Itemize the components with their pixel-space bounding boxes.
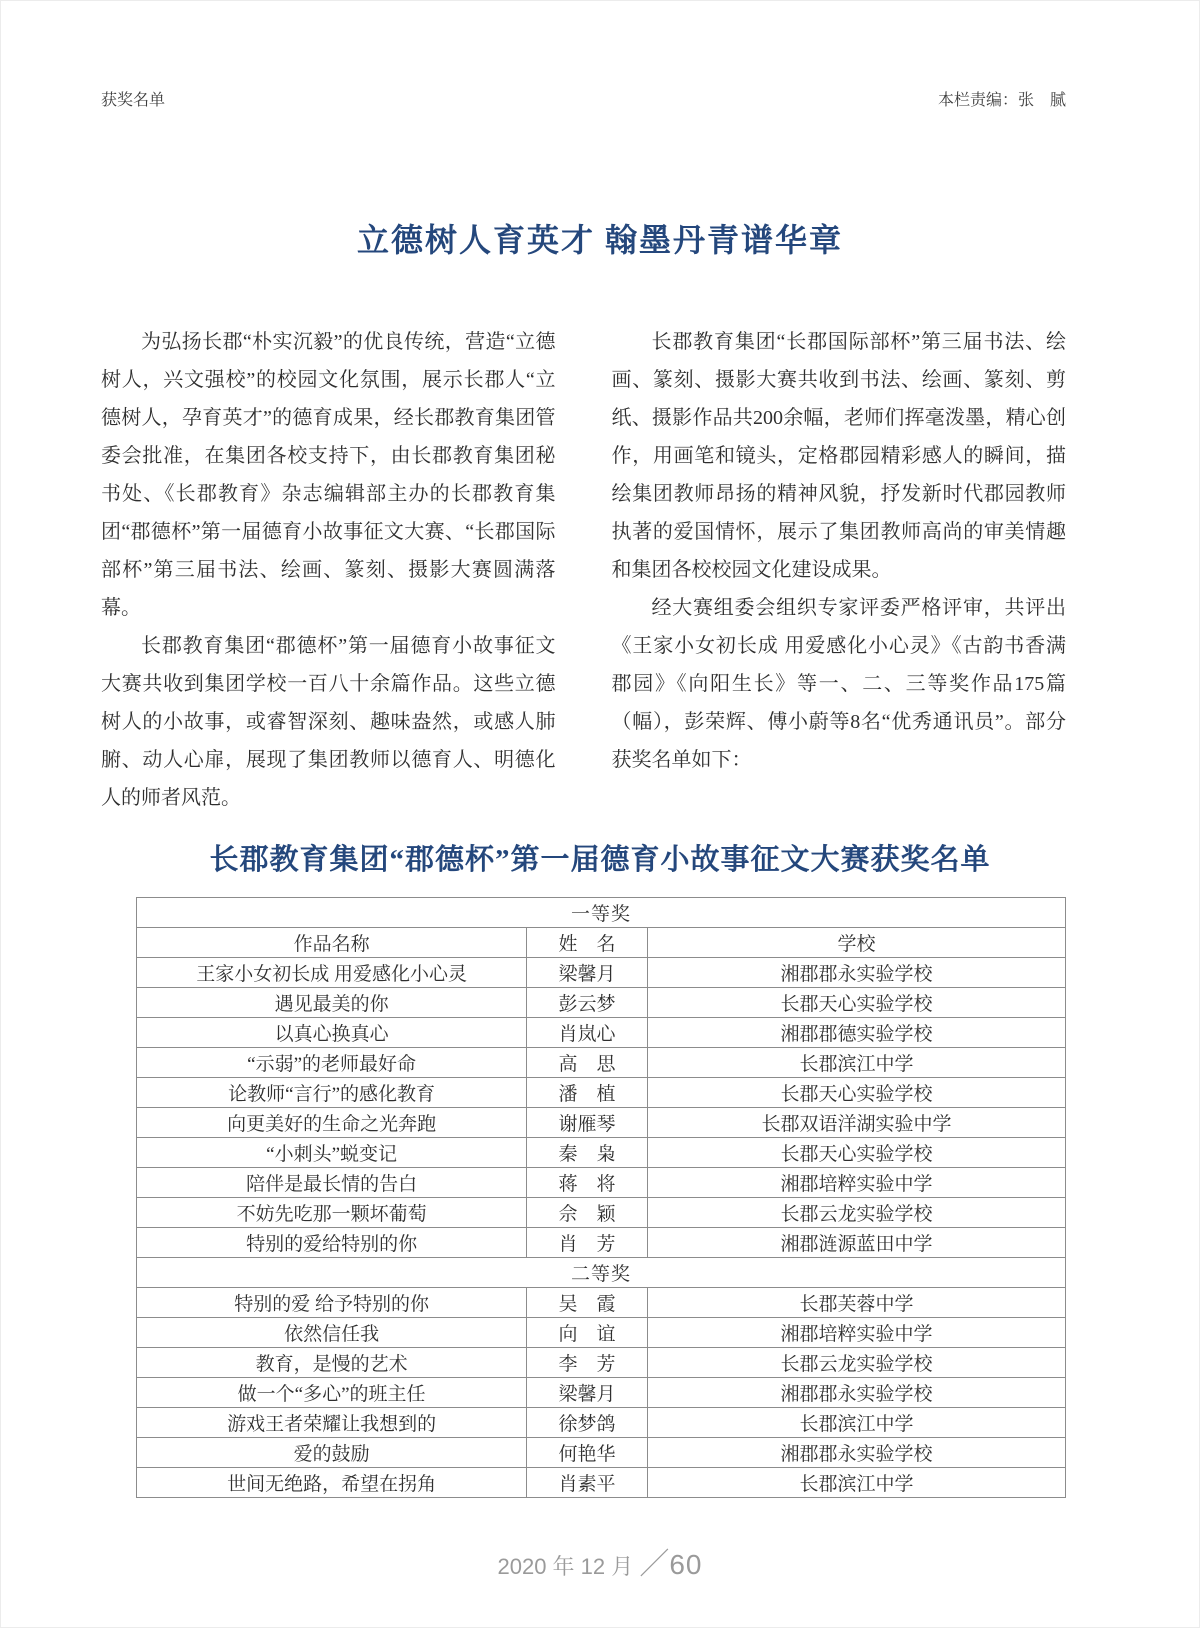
prize-section-label: 二等奖 <box>137 1258 1066 1288</box>
award-row <box>137 1168 1066 1198</box>
winner-name: 何艳华 <box>527 1438 648 1468</box>
work-title: 向更美好的生命之光奔跑 <box>137 1108 527 1138</box>
award-row <box>137 1048 1066 1078</box>
work-title: 特别的爱 给予特别的你 <box>137 1288 527 1318</box>
work-title: “示弱”的老师最好命 <box>137 1048 527 1078</box>
work-title: 世间无绝路，希望在拐角 <box>137 1468 527 1498</box>
work-title: 爱的鼓励 <box>137 1438 527 1468</box>
award-row <box>137 1198 1066 1228</box>
school-name: 湘郡郡德实验学校 <box>647 1018 1065 1048</box>
award-row <box>137 1468 1066 1498</box>
school-name: 长郡天心实验学校 <box>647 1138 1065 1168</box>
winner-name: 梁馨月 <box>527 958 648 988</box>
editor-credit: 本栏责编：张 腻 <box>937 92 1066 109</box>
school-name: 湘郡郡永实验学校 <box>647 1438 1065 1468</box>
work-title: 特别的爱给特别的你 <box>137 1228 527 1258</box>
school-name: 长郡双语洋湖实验中学 <box>647 1108 1065 1138</box>
winner-name: 梁馨月 <box>527 1378 648 1408</box>
school-name: 湘郡郡永实验学校 <box>647 1378 1065 1408</box>
school-name: 湘郡培粹实验中学 <box>647 1168 1065 1198</box>
school-name: 长郡滨江中学 <box>647 1408 1065 1438</box>
award-row <box>137 1108 1066 1138</box>
school-name: 长郡芙蓉中学 <box>647 1288 1065 1318</box>
school-name: 湘郡郡永实验学校 <box>647 958 1065 988</box>
prize-section-row <box>137 898 1066 928</box>
award-row <box>137 1438 1066 1468</box>
school-name: 湘郡培粹实验中学 <box>647 1318 1065 1348</box>
award-row <box>137 1348 1066 1378</box>
work-title: 做一个“多心”的班主任 <box>137 1378 527 1408</box>
work-title: 遇见最美的你 <box>137 988 527 1018</box>
page-footer <box>1 1539 1199 1583</box>
school-name: 长郡滨江中学 <box>647 1468 1065 1498</box>
winner-name: 蒋 将 <box>527 1168 648 1198</box>
footer-separator: ／ <box>639 1548 670 1581</box>
work-title: 以真心换真心 <box>137 1018 527 1048</box>
winner-name: 高 思 <box>527 1048 648 1078</box>
school-name: 长郡天心实验学校 <box>647 988 1065 1018</box>
page-header <box>101 87 1066 110</box>
footer-date: 2020 年 12 月 <box>497 1554 634 1579</box>
award-row <box>137 1018 1066 1048</box>
award-row <box>137 988 1066 1018</box>
winner-name: 肖岚心 <box>527 1018 648 1048</box>
award-row <box>137 958 1066 988</box>
paragraph: 长郡教育集团“长郡国际部杯”第三届书法、绘画、篆刻、摄影大赛共收到书法、绘画、篆刻、剪纸、摄影作品共200余幅，老师们挥毫泼墨，精心创作，用画笔和镜头，定格郡园精彩感人的瞬间，描绘集团教师昂扬的精神风貌，抒发新时代郡园教师执著的爱国情怀，展示了集团教师高尚的审美情趣和集团各校校园文化建设成果。 <box>611 331 1066 581</box>
award-row <box>137 1288 1066 1318</box>
work-title: 游戏王者荣耀让我想到的 <box>137 1408 527 1438</box>
award-row <box>137 1408 1066 1438</box>
column-name: 获奖名单 <box>101 92 166 109</box>
footer-page-number: 60 <box>669 1549 703 1580</box>
article-title: 立德树人育英才 翰墨丹青谱华章 <box>356 222 843 258</box>
award-row <box>137 1378 1066 1408</box>
award-row <box>137 1078 1066 1108</box>
winner-name: 向 谊 <box>527 1318 648 1348</box>
awards-table <box>136 897 1066 1498</box>
paragraph: 经大赛组委会组织专家评委严格评审，共评出《王家小女初长成 用爱感化小心灵》《古韵书香满郡园》《向阳生长》等一、二、三等奖作品175篇（幅），彭荣辉、傅小蔚等8名“优秀通讯员”。部分获奖名单如下： <box>611 597 1066 771</box>
work-title: “小刺头”蜕变记 <box>137 1138 527 1168</box>
work-title: 论教师“言行”的感化教育 <box>137 1078 527 1108</box>
winner-name: 李 芳 <box>527 1348 648 1378</box>
school-name: 湘郡涟源蓝田中学 <box>647 1228 1065 1258</box>
school-name: 长郡云龙实验学校 <box>647 1348 1065 1378</box>
award-row <box>137 1318 1066 1348</box>
prize-section-row <box>137 1258 1066 1288</box>
paragraph: 为弘扬长郡“朴实沉毅”的优良传统，营造“立德树人，兴文强校”的校园文化氛围，展示长郡人“立德树人，孕育英才”的德育成果，经长郡教育集团管委会批准，在集团各校支持下，由长郡教育集团秘书处、《长郡教育》杂志编辑部主办的长郡教育集团“郡德杯”第一届德育小故事征文大赛、“长郡国际部杯”第三届书法、绘画、篆刻、摄影大赛圆满落幕。 <box>101 331 556 619</box>
awards-table-title: 长郡教育集团“郡德杯”第一届德育小故事征文大赛获奖名单 <box>209 844 991 876</box>
winner-name: 佘 颖 <box>527 1198 648 1228</box>
winner-name: 肖素平 <box>527 1468 648 1498</box>
winner-name: 潘 植 <box>527 1078 648 1108</box>
winner-name: 肖 芳 <box>527 1228 648 1258</box>
winner-name: 吴 霞 <box>527 1288 648 1318</box>
prize-section-label: 一等奖 <box>137 898 1066 928</box>
winner-name: 秦 枭 <box>527 1138 648 1168</box>
school-name: 长郡滨江中学 <box>647 1048 1065 1078</box>
winner-name: 谢雁琴 <box>527 1108 648 1138</box>
column-header: 姓 名 <box>527 928 648 958</box>
column-header: 学校 <box>647 928 1065 958</box>
school-name: 长郡天心实验学校 <box>647 1078 1065 1108</box>
work-title: 依然信任我 <box>137 1318 527 1348</box>
work-title: 不妨先吃那一颗坏葡萄 <box>137 1198 527 1228</box>
article-column-left <box>101 323 556 817</box>
article-body <box>101 323 1066 817</box>
winner-name: 徐梦鸽 <box>527 1408 648 1438</box>
table-header-row <box>137 928 1066 958</box>
work-title: 陪伴是最长情的告白 <box>137 1168 527 1198</box>
column-header: 作品名称 <box>137 928 527 958</box>
award-row <box>137 1138 1066 1168</box>
article-column-right <box>612 323 1067 817</box>
winner-name: 彭云梦 <box>527 988 648 1018</box>
work-title: 教育，是慢的艺术 <box>137 1348 527 1378</box>
paragraph: 长郡教育集团“郡德杯”第一届德育小故事征文大赛共收到集团学校一百八十余篇作品。这些立德树人的小故事，或睿智深刻、趣味盎然，或感人肺腑、动人心扉，展现了集团教师以德育人、明德化人的师者风范。 <box>101 635 556 809</box>
work-title: 王家小女初长成 用爱感化小心灵 <box>137 958 527 988</box>
school-name: 长郡云龙实验学校 <box>647 1198 1065 1228</box>
award-row <box>137 1228 1066 1258</box>
